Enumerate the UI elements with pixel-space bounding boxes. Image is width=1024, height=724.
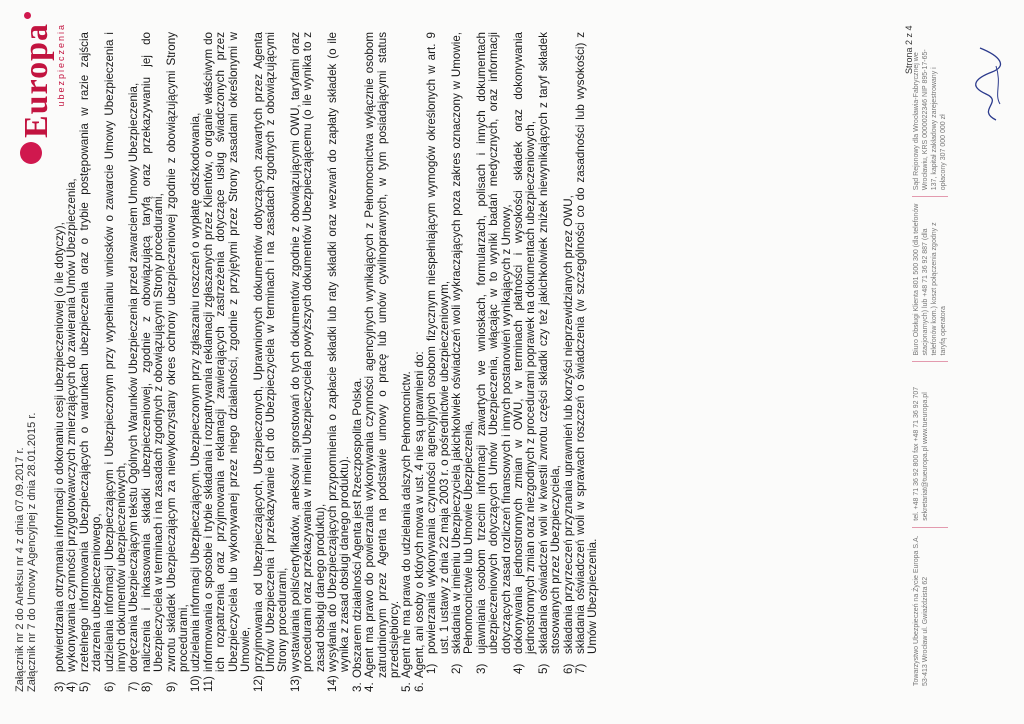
footer-company: Towarzystwo Ubezpieczeń na Życie Europa S.A. 53-413 Wrocław ul. Gwiaździsta 62 — [913, 535, 929, 686]
item-number: 8) — [139, 681, 153, 692]
item-text: składania przyrzeczeń przyznania uprawnień lub korzyści nieprzewidzianych przez OWU, — [561, 195, 575, 654]
item-number: 7) — [574, 663, 588, 674]
item-number: 12) — [251, 675, 265, 692]
item-number: 3) — [474, 663, 488, 674]
item-text: wystawiania polis/certyfikatów, aneksów i sprostowań do tych dokumentów zgodnie z obowiązującymi OWU, taryfami oraz procedurami oraz przekazywania w imieniu Ubezpieczyciela powyższych dokumentów Ubezpieczającemu (o ile wynika to z zasad obsługi danego produktu), — [288, 32, 327, 672]
item-number: 9) — [164, 681, 178, 692]
item-number: 2) — [450, 663, 463, 674]
footer-registry: Sąd Rejonowy dla Wrocławia-Fabrycznej we Wrocławiu, KRS 0000022346 NIP 895-17-65-137, kapitał zakładowy zarejestrowany i opłacony 307 000 000 zł — [912, 32, 948, 197]
list-item — [451, 32, 476, 674]
header-line-1: Załącznik nr 2 do Aneksu nr 4 z dnia 07.09.2017 r. — [14, 447, 26, 692]
item-text: ujawniania osobom trzecim informacji zawartych we wnioskach, formularzach, polisach i innych dokumentach ubezpieczeniowych dotyczących Umów Ubezpieczenia, włącając w to wyniki badań medycznych, oraz informacji dotyczących zasad rozliczeń finansowych i innych postanowień wynikających z Umowy, — [474, 32, 513, 654]
list-item — [203, 32, 253, 692]
item-number: 6) — [561, 663, 575, 674]
list-item — [476, 32, 513, 674]
item-number: 4. — [363, 682, 377, 692]
footer-customer-service: Biuro Obsługi Klienta 801 500 300 (dla telefonów stacjonarnych) lub +48 71 36 92 887 (dla telefonów kom.) koszt połączenia zgodny z taryfą operatora — [912, 197, 948, 362]
section-list — [352, 32, 426, 692]
item-number: 6) — [102, 681, 116, 692]
list-item — [327, 32, 352, 692]
item-text: składania w imieniu Ubezpieczyciela jakichkolwiek oświadczeń woli wykraczających poza zakres oznaczony w Umowie, Pełnomocnictwie lub Umowie Ubezpieczenia, — [450, 32, 476, 654]
document-body — [54, 32, 600, 692]
item-text: informowania o sposobie i trybie składania i rozpatrywania reklamacji zgłaszanych przez Klientów, o organie właściwym do ich rozpatrzenia oraz przyjmowania reklamacji zawierających zastrzeżenia dotyczące usług świadczonych przez Ubezpieczyciela lub wykonywanej przez niego działalności, zgodnie z przyjętymi przez Strony zasadami określonymi w Umowie, — [201, 32, 253, 672]
item-text: dokonywania jednostronnych zmian w OWU, w terminach płatności i wysokości składek oraz dokonywania jednostronnych zmian oraz niezgodnych z procedurami poprawek na dokumentach ubezpieczeniowych, — [512, 32, 538, 654]
footer — [912, 32, 948, 692]
item-number: 13) — [288, 675, 302, 692]
item-text: doręczania Ubezpieczającym tekstu Ogólnych Warunków Ubezpieczenia przed zawarciem Umowy Ubezpieczenia, — [127, 82, 141, 672]
list-item — [190, 32, 202, 692]
header-line-2: Załącznik nr 7 do Umowy Agencyjnej z dnia 28.01.2015 r. — [26, 412, 38, 692]
list-item — [253, 32, 290, 692]
page-number: Strona 2 z 4 — [904, 25, 914, 74]
item-number: 4) — [65, 681, 79, 692]
item-text: udzielania informacji Ubezpieczającym, Ubezpieczonym przy zgłaszaniu roszczeń o wypłatę odszkodowania, — [189, 112, 203, 672]
item-number: 5) — [77, 681, 91, 692]
item-text: wysyłania do Ubezpieczających przypomnienia o zapłacie składki lub raty składki oraz wezwań do zapłaty składek (o ile wynika z zasad obsługi danego produktu). — [325, 32, 352, 672]
list-item — [66, 32, 78, 692]
item-text: Obszarem działalności Agenta jest Rzeczpospolita Polska. — [350, 377, 364, 678]
item-text: Agent nie ma prawa do udzielania dalszych Pełnomocnictw. — [400, 371, 414, 678]
logo-tagline: ubezpieczenia — [56, 23, 66, 107]
item-number: 5) — [536, 663, 550, 674]
list-item — [538, 32, 563, 674]
list-item — [426, 32, 451, 674]
list-item — [575, 32, 600, 674]
item-number: 11) — [201, 676, 215, 692]
item-text: składania oświadczeń woli w sprawach roszczeń o świadczenia (w szczególności co do zasadności lub wysokości) z Umów Ubezpieczenia. — [574, 32, 600, 654]
item-text: zwrotu składek Ubezpieczającym za niewykorzystany okres ochrony ubezpieczeniowej zgodnie z obowiązującymi Strony procedurami, — [164, 32, 191, 672]
footer-contact: tel. +48 71 36 92 800 fax +48 71 36 92 707 sekretariat@tueuropa.pl www.tueuropa.pl — [912, 363, 948, 528]
list-item — [128, 32, 140, 692]
item-number: 7) — [127, 681, 141, 692]
signature-icon — [970, 44, 1006, 124]
item-text: Agent, ani osoby o których mowa w ust. 4 nie są uprawnieni do: — [412, 351, 426, 678]
list-item — [166, 32, 191, 692]
list-item — [79, 32, 104, 692]
item-text: przyjmowania od Ubezpieczających, Ubezpieczonych, Uprawnionych dokumentów dotyczących zawartych przez Agenta Umów Ubezpieczenia i przekazywanie ich do Ubezpieczyciela w terminach i na zasadach zgodnych z obowiązującymi Strony procedurami, — [251, 32, 290, 672]
item-text: rzetelnego informowania Ubezpieczających o warunkach ubezpieczenia oraz o trybie postępowania w razie zajścia zdarzenia ubezpieczeniowego, — [77, 32, 104, 672]
item-number: 3. — [350, 682, 364, 692]
item-number: 5. — [400, 682, 414, 692]
list-a — [54, 32, 352, 692]
logo-name: Europa — [18, 23, 55, 138]
list-item — [513, 32, 538, 674]
logo-mark-icon — [20, 142, 42, 164]
item-number: 6. — [412, 682, 426, 692]
item-text: Agent ma prawo do powierzania wykonywania czynności agencyjnych wynikających z Pełnomocnictwa wyłącznie osobom zatrudnionym przez Agenta na podstawie umowy o pracę lub umów cywilnoprawnych, w tym posiadającymi status przedsiębiorcy. — [363, 32, 401, 678]
list-item — [104, 32, 129, 692]
item-number: 1) — [425, 663, 439, 674]
list-item — [364, 32, 401, 692]
logo-dot-icon — [24, 12, 31, 19]
item-number: 14) — [325, 675, 339, 692]
list-item — [290, 32, 327, 692]
item-text: powierzania wykonywania czynności agencyjnych osobom fizycznym niespełniającym wymogów określonych w art. 9 ust. 1 ustawy z dnia 22 maja 2003 r. o pośrednictwie ubezpieczeniowym, — [425, 32, 451, 654]
list-b — [426, 32, 600, 674]
item-number: 3) — [53, 681, 66, 692]
list-item — [401, 32, 413, 692]
item-number: 10) — [189, 675, 203, 692]
item-text: udzielania informacji Ubezpieczającym i Ubezpieczonym przy wypełnianiu wniosków o zawarcie Umowy Ubezpieczenia i innych dokumentów ubezpieczeniowych, — [102, 32, 129, 672]
list-item — [141, 32, 166, 692]
item-text: naliczenia i inkasowania składki ubezpieczeniowej, zgodnie z obowiązującą taryfą oraz przekazywaniu jej do Ubezpieczyciela w terminach i na zasadach zgodnych z obowiązującymi Strony procedurami, — [139, 32, 166, 672]
item-text: potwierdzania otrzymania informacji o dokonaniu cesji ubezpieczeniowej (o ile dotyczy), — [53, 222, 66, 672]
header — [14, 413, 38, 692]
item-text: składania oświadczeń woli w kwestii zwrotu części składki czy też jakichkolwiek zniżek niewynikających z taryf składek stosowanych przez Ubezpieczyciela, — [536, 32, 563, 654]
item-number: 4) — [512, 663, 526, 674]
item-text: wykonywania czynności przygotowawczych zmierzających do zawierania Umów Ubezpieczenia, — [65, 178, 79, 672]
